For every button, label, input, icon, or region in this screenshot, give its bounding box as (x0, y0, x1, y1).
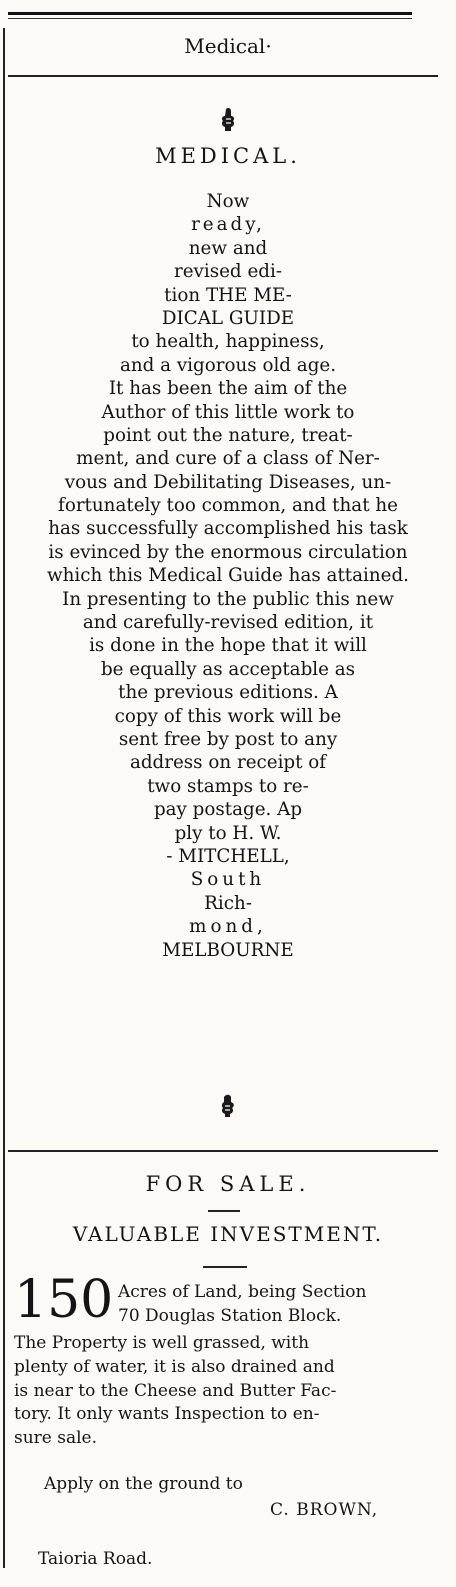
medical-line: vous and Debilitating Diseases, un- (64, 471, 392, 493)
medical-line: - MITCHELL, (166, 845, 290, 867)
for-sale-heading: FOR SALE. (145, 1172, 311, 1196)
medical-line: the previous editions. A (118, 682, 338, 704)
section-title: Medical· (184, 34, 272, 58)
medical-line: ment, and cure of a class of Ner- (76, 448, 380, 470)
medical-line: revised edi- (174, 261, 282, 283)
medical-line: address on receipt of (129, 752, 327, 774)
sale-body-line: tory. It only wants Inspection to en- (14, 1404, 320, 1425)
sale-body (14, 1332, 442, 1451)
medical-line: It has been the aim of the (108, 378, 348, 400)
medical-line: which this Medical Guide has attained. (46, 565, 409, 587)
sale-body-line: sure sale. (14, 1428, 98, 1449)
seller-address: Taioria Road. (38, 1549, 153, 1569)
top-rule (8, 12, 412, 15)
medical-line: In presenting to the public this new (62, 588, 394, 610)
sale-line-1: Acres of Land, being Section (118, 1282, 367, 1302)
medical-line: and carefully-revised edition, it (82, 612, 374, 634)
medical-line: South (190, 869, 266, 891)
apply-text: Apply on the ground to (44, 1474, 243, 1494)
medical-line: pay postage. Ap (153, 799, 303, 821)
sale-body-line: The Property is well grassed, with (14, 1333, 310, 1353)
medical-line: point out the nature, treat- (103, 424, 353, 446)
medical-line: is evinced by the enormous circulation (48, 541, 408, 563)
short-rule (203, 1266, 247, 1268)
medical-line: fortunately too common, and that he (58, 495, 398, 517)
medical-line: MELBOURNE (162, 939, 294, 961)
sale-line-2: 70 Douglas Station Block. (118, 1306, 342, 1326)
medical-line: has successfully accomplished his task (48, 518, 408, 540)
title-rule (8, 75, 438, 77)
medical-line: sent free by post to any (118, 728, 338, 750)
section-divider (8, 1150, 438, 1152)
medical-line: ply to H. W. (174, 822, 282, 844)
medical-advert-text (6, 190, 450, 962)
medical-line: new and (188, 237, 268, 259)
medical-line: be equally as acceptable as (100, 658, 356, 680)
column-border (3, 28, 5, 1568)
sale-body-line: is near to the Cheese and Butter Fac- (14, 1380, 337, 1401)
pointing-hand-icon (219, 107, 237, 133)
investment-subheading: VALUABLE INVESTMENT. (72, 1222, 384, 1246)
pointing-hand-icon (219, 1093, 237, 1119)
medical-line: mond, (189, 916, 267, 938)
medical-line: DICAL GUIDE (161, 307, 295, 329)
medical-line: Now (206, 191, 250, 212)
medical-line: copy of this work will be (114, 705, 342, 727)
medical-line: Rich- (204, 892, 252, 914)
seller-signature: C. BROWN, (270, 1500, 379, 1520)
medical-line: two stamps to re- (147, 775, 309, 797)
dash-rule (208, 1210, 240, 1212)
medical-line: tion THE ME- (164, 284, 292, 306)
medical-line: ready, (191, 214, 265, 236)
medical-line: is done in the hope that it will (89, 635, 367, 657)
medical-line: Author of this little work to (101, 401, 355, 423)
medical-line: and a vigorous old age. (119, 354, 337, 376)
acreage-number: 150 (14, 1270, 114, 1330)
sale-body-line: plenty of water, it is also drained and (14, 1356, 335, 1377)
top-rule-thin (8, 18, 412, 19)
medical-line: to health, happiness, (131, 331, 325, 353)
medical-heading: MEDICAL. (155, 144, 301, 168)
